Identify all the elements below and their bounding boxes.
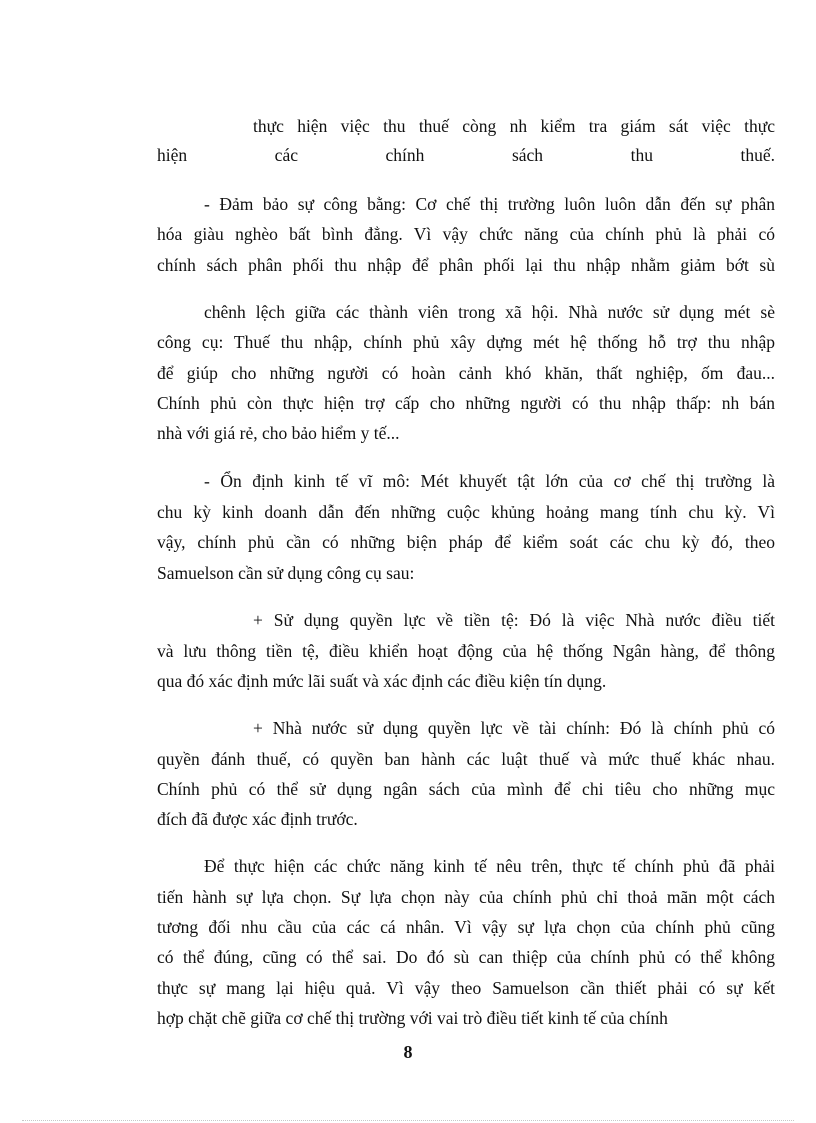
paragraph-2-line-2: hóa giàu nghèo bất bình đẳng. Vì vậy chức năng của chính phủ là phải có	[157, 224, 775, 244]
paragraph-3-line-1: chênh lệch giữa các thành viên trong xã hội. Nhà nước sử dụng mét sè	[204, 302, 775, 322]
paragraph-2-line-1: - Đảm bảo sự công bằng: Cơ chế thị trường luôn luôn dẫn đến sự phân	[204, 194, 775, 214]
paragraph-6-line-2: quyền đánh thuế, có quyền ban hành các luật thuế và mức thuế khác nhau.	[157, 749, 775, 769]
paragraph-2-line-3: chính sách phân phối thu nhập để phân phối lại thu nhập nhằm giảm bớt sù	[157, 255, 775, 275]
paragraph-6-line-1: + Nhà nước sử dụng quyền lực về tài chính: Đó là chính phủ có	[253, 718, 775, 738]
paragraph-7-line-2: tiến hành sự lựa chọn. Sự lựa chọn này của chính phủ chỉ thoả mãn một cách	[157, 887, 775, 907]
paragraph-5-line-3: qua đó xác định mức lãi suất và xác định các điều kiện tín dụng.	[157, 671, 607, 691]
paragraph-4-line-2: chu kỳ kinh doanh dẫn đến những cuộc khủng hoảng mang tính chu kỳ. Vì	[157, 502, 775, 522]
paragraph-7-line-1: Để thực hiện các chức năng kinh tế nêu trên, thực tế chính phủ đã phải	[204, 856, 775, 876]
page-bottom-divider	[22, 1120, 794, 1121]
page-number: 8	[403, 1042, 413, 1062]
paragraph-7-line-3: tương đối nhu cầu của các cá nhân. Vì vậy sự lựa chọn của chính phủ cũng	[157, 917, 775, 937]
paragraph-7-line-5: thực sự mang lại hiệu quả. Vì vậy theo Samuelson cần thiết phải có sự kết	[157, 978, 775, 998]
paragraph-4-line-1: - Ổn định kinh tế vĩ mô: Mét khuyết tật lớn của cơ chế thị trường là	[204, 471, 775, 491]
paragraph-3-line-3: để giúp cho những người có hoàn cảnh khó khăn, thất nghiệp, ốm đau...	[157, 363, 775, 383]
paragraph-3-line-2: công cụ: Thuế thu nhập, chính phủ xây dựng mét hệ thống hỗ trợ thu nhập	[157, 332, 775, 352]
paragraph-5-line-2: và lưu thông tiền tệ, điều khiển hoạt động của hệ thống Ngân hàng, để thông	[157, 641, 775, 661]
paragraph-7-line-6: hợp chặt chẽ giữa cơ chế thị trường với vai trò điều tiết kinh tế của chính	[157, 1008, 668, 1028]
paragraph-7-line-4: có thể đúng, cũng có thể sai. Do đó sù can thiệp của chính phủ có thể không	[157, 947, 775, 967]
paragraph-4-line-3: vậy, chính phủ cần có những biện pháp để kiểm soát các chu kỳ đó, theo	[157, 532, 775, 552]
paragraph-3-line-5: nhà với giá rẻ, cho bảo hiểm y tế...	[157, 423, 400, 443]
paragraph-3-line-4: Chính phủ còn thực hiện trợ cấp cho những người có thu nhập thấp: nh bán	[157, 393, 775, 413]
paragraph-5-line-1: + Sử dụng quyền lực về tiền tệ: Đó là việc Nhà nước điều tiết	[253, 610, 775, 630]
paragraph-6-line-3: Chính phủ có thể sử dụng ngân sách của mình để chi tiêu cho những mục	[157, 779, 775, 799]
paragraph-1-line-1: thực hiện việc thu thuế còng nh kiểm tra giám sát việc thực	[253, 116, 775, 136]
paragraph-4-line-4: Samuelson cần sử dụng công cụ sau:	[157, 563, 415, 583]
paragraph-6-line-4: đích đã được xác định trước.	[157, 809, 358, 829]
paragraph-1-line-2: hiện các chính sách thu thuế.	[157, 145, 775, 165]
